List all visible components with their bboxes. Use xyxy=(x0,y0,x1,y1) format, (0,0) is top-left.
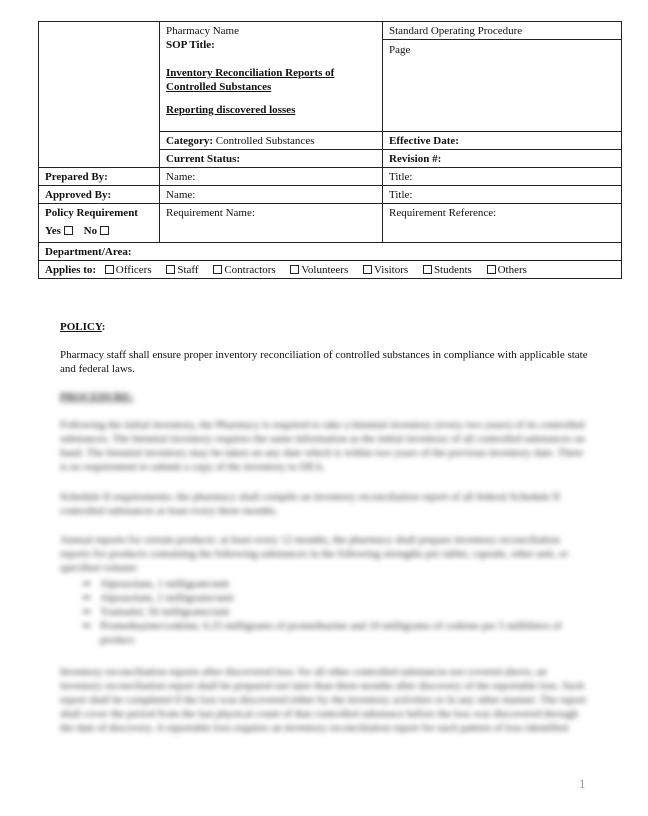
applies-others: Others xyxy=(497,264,527,276)
contractors-checkbox[interactable] xyxy=(213,265,222,274)
volunteers-checkbox[interactable] xyxy=(290,265,299,274)
requirement-reference-label: Requirement Reference: xyxy=(383,204,622,243)
procedure-para-1: Following the initial inventory, the Pharmacy is required to take a biennial inventory (every two years) of its controlled substances. The biennial inventory requires the same information as the initial inventory of all controlled substances on hand. The biennial inventory may be taken on any date which is within two years of the previous inventory date. There is no requirement to submit a copy of the inventory to DEA. xyxy=(60,419,585,473)
others-checkbox[interactable] xyxy=(487,265,496,274)
page-label: Page xyxy=(389,44,411,56)
prepared-name-label: Name: xyxy=(160,168,383,186)
category-label: Category: xyxy=(166,135,214,147)
procedure-para-4: Inventory reconciliation reports after discovered loss: for all other controlled substances not covered above, an inventory reconciliation report shall be prepared not later than three months after discovery of the reportable loss. Such report shall be completed if the loss was discovered either by the inventory activities or in any other manner. The report shall cover the period from the last physical count of that controlled substance before the loss was discovered through the date of discovery. A reportable loss requires an inventory reconciliation report for each pattern of loss identified. xyxy=(60,666,587,734)
list-item: ⇒ Promethazine/codeine, 6.25 milligrams of promethazine and 10 milligrams of codeine per 5 milliliters of product. xyxy=(60,619,588,647)
logo-cell xyxy=(39,22,160,168)
approved-by-label: Approved By: xyxy=(39,186,160,204)
list-item: ⇒ Alprazolam, 2 milligrams/unit xyxy=(60,591,588,605)
yes-label: Yes xyxy=(45,225,61,237)
policy-requirement-label: Policy Requirement xyxy=(45,207,138,219)
approved-name-label: Name: xyxy=(160,186,383,204)
policy-requirement-cell xyxy=(39,204,160,243)
yes-checkbox[interactable] xyxy=(64,226,73,235)
sop-header-table xyxy=(38,21,622,279)
applies-contractors: Contractors xyxy=(224,264,276,276)
procedure-para-2: Schedule II requirements: the pharmacy shall compile an inventory reconciliation report of all federal Schedule II controlled substances at least every three months. xyxy=(60,491,561,517)
sop-label-cell xyxy=(383,22,622,132)
prepared-title-label: Title: xyxy=(383,168,622,186)
sop-title-label: SOP Title: xyxy=(166,39,215,51)
effective-date-label: Effective Date: xyxy=(383,132,622,150)
pharmacy-name: Pharmacy Name xyxy=(166,25,239,37)
applies-officers: Officers xyxy=(115,264,152,276)
applies-to-row xyxy=(39,261,622,279)
category-cell xyxy=(160,132,383,150)
policy-text: Pharmacy staff shall ensure proper inventory reconciliation of controlled substances in compliance with applicable state and federal laws. xyxy=(60,349,588,375)
approved-title-label: Title: xyxy=(383,186,622,204)
procedure-list xyxy=(60,577,588,647)
applies-volunteers: Volunteers xyxy=(301,264,349,276)
students-checkbox[interactable] xyxy=(423,265,432,274)
applies-students: Students xyxy=(433,264,472,276)
revision-label: Revision #: xyxy=(383,150,622,168)
sop-title-line2: Controlled Substances xyxy=(166,81,272,93)
sop-title-line1: Inventory Reconciliation Reports of xyxy=(166,67,335,79)
prepared-by-label: Prepared By: xyxy=(39,168,160,186)
procedure-para-3: Annual reports for certain products: at least every 12 months, the pharmacy shall prepare inventory reconciliation reports for products containing the following substances in the following strengths per tablet, capsule, other unit, or specified volume: xyxy=(60,534,569,574)
officers-checkbox[interactable] xyxy=(105,265,114,274)
requirement-name-label: Requirement Name: xyxy=(160,204,383,243)
current-status-label: Current Status: xyxy=(160,150,383,168)
list-item: ⇒ Tramadol, 50 milligrams/unit xyxy=(60,605,588,619)
applies-staff: Staff xyxy=(177,264,199,276)
sop-label: Standard Operating Procedure xyxy=(389,25,523,37)
policy-heading: POLICY xyxy=(60,321,102,333)
no-label: No xyxy=(83,225,98,237)
list-item: ⇒ Alprazolam, 1 milligram/unit xyxy=(60,577,588,591)
no-checkbox[interactable] xyxy=(100,226,109,235)
staff-checkbox[interactable] xyxy=(166,265,175,274)
department-label: Department/Area: xyxy=(39,243,622,261)
policy-heading-block: POLICY: xyxy=(60,321,106,333)
page-number: 1 xyxy=(579,776,586,791)
procedure-heading: PROCEDURE: xyxy=(60,391,134,403)
applies-to-label: Applies to: xyxy=(45,264,97,276)
sop-subtitle: Reporting discovered losses xyxy=(166,104,296,116)
applies-visitors: Visitors xyxy=(374,264,409,276)
visitors-checkbox[interactable] xyxy=(363,265,372,274)
pharmacy-name-cell xyxy=(160,22,383,132)
category-value: Controlled Substances xyxy=(215,135,315,147)
